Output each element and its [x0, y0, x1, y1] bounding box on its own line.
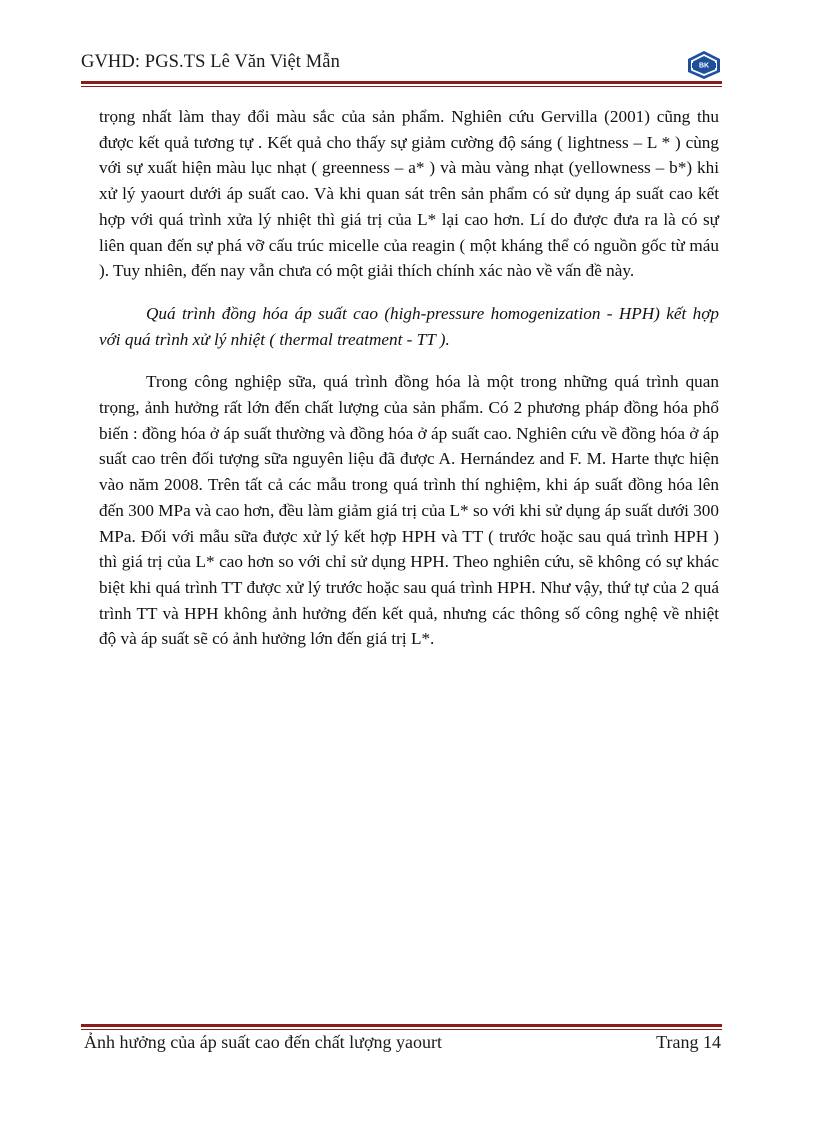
paragraph-homogenization: Trong công nghiệp sữa, quá trình đồng hóa là một trong những quá trình quan trọng, ảnh hưởng rất lớn đến chất lượng của sản phẩm. Có 2 phương pháp đồng hóa phổ biến : đồng hóa ở áp suất thường và đồng hóa ở áp suất cao. Nghiên cứu về đồng hóa ở áp suất cao trên đối tượng sữa nguyên liệu đã được A. Hernández and F. M. Harte thực hiện vào năm 2008. Trên tất cả các mẫu trong quá trình thí nghiệm, khi áp suất đồng hóa lên đến 300 MPa và cao hơn, đều làm giảm giá trị của L* so với khi sử dụng áp suất dưới 300 MPa. Đối với mẫu sữa được xử lý kết hợp HPH và TT ( trước hoặc sau quá trình HPH ) thì giá trị của L* cao hơn so với chỉ sử dụng HPH. Theo nghiên cứu, sẽ không có sự khác biệt khi quá trình TT được xử lý trước hoặc sau quá trình HPH. Như vậy, thứ tự của 2 quá trình TT và HPH không ảnh hưởng đến kết quả, nhưng các thông số công nghệ về nhiệt độ và áp suất sẽ có ảnh hưởng lớn đến giá trị L*.: [99, 372, 719, 649]
header-rule: [81, 81, 722, 84]
header-rule-thin: [81, 86, 722, 87]
page-number: Trang 14: [656, 1032, 721, 1052]
university-logo: [686, 50, 722, 80]
document-body: [99, 104, 719, 652]
header-title: GVHD: PGS.TS Lê Văn Việt Mẫn: [81, 52, 340, 72]
logo-text: BK: [698, 62, 710, 70]
section-heading-italic: Quá trình đồng hóa áp suất cao (high-pressure homogenization - HPH) kết hợp với quá trình xử lý nhiệt ( thermal treatment - TT ).: [99, 303, 719, 349]
paragraph-continued: trọng nhất làm thay đổi màu sắc của sản phẩm. Nghiên cứu Gervilla (2001) cũng thu được kết quả tương tự . Kết quả cho thấy sự giảm cường độ sáng ( lightness – L * ) cùng với sự xuất hiện màu lục nhạt ( greenness – a* ) và màu vàng nhạt (yellowness – b*) khi xử lý yaourt dưới áp suất cao. Và khi quan sát trên sản phẩm có sử dụng áp suất cao kết hợp với quá trình xửa lý nhiệt thì giá trị của L* lại cao hơn. Lí do được đưa ra là có sự liên quan đến sự phá vỡ cấu trúc micelle của reagin ( một kháng thể có nguồn gốc từ máu ). Tuy nhiên, đến nay vẫn chưa có một giải thích chính xác nào về vấn đề này.: [99, 107, 719, 281]
page-header: [81, 50, 722, 90]
footer-rule-thin: [81, 1029, 722, 1030]
footer-title: Ảnh hưởng của áp suất cao đến chất lượng yaourt: [84, 1032, 442, 1052]
footer-rule: [81, 1024, 722, 1027]
